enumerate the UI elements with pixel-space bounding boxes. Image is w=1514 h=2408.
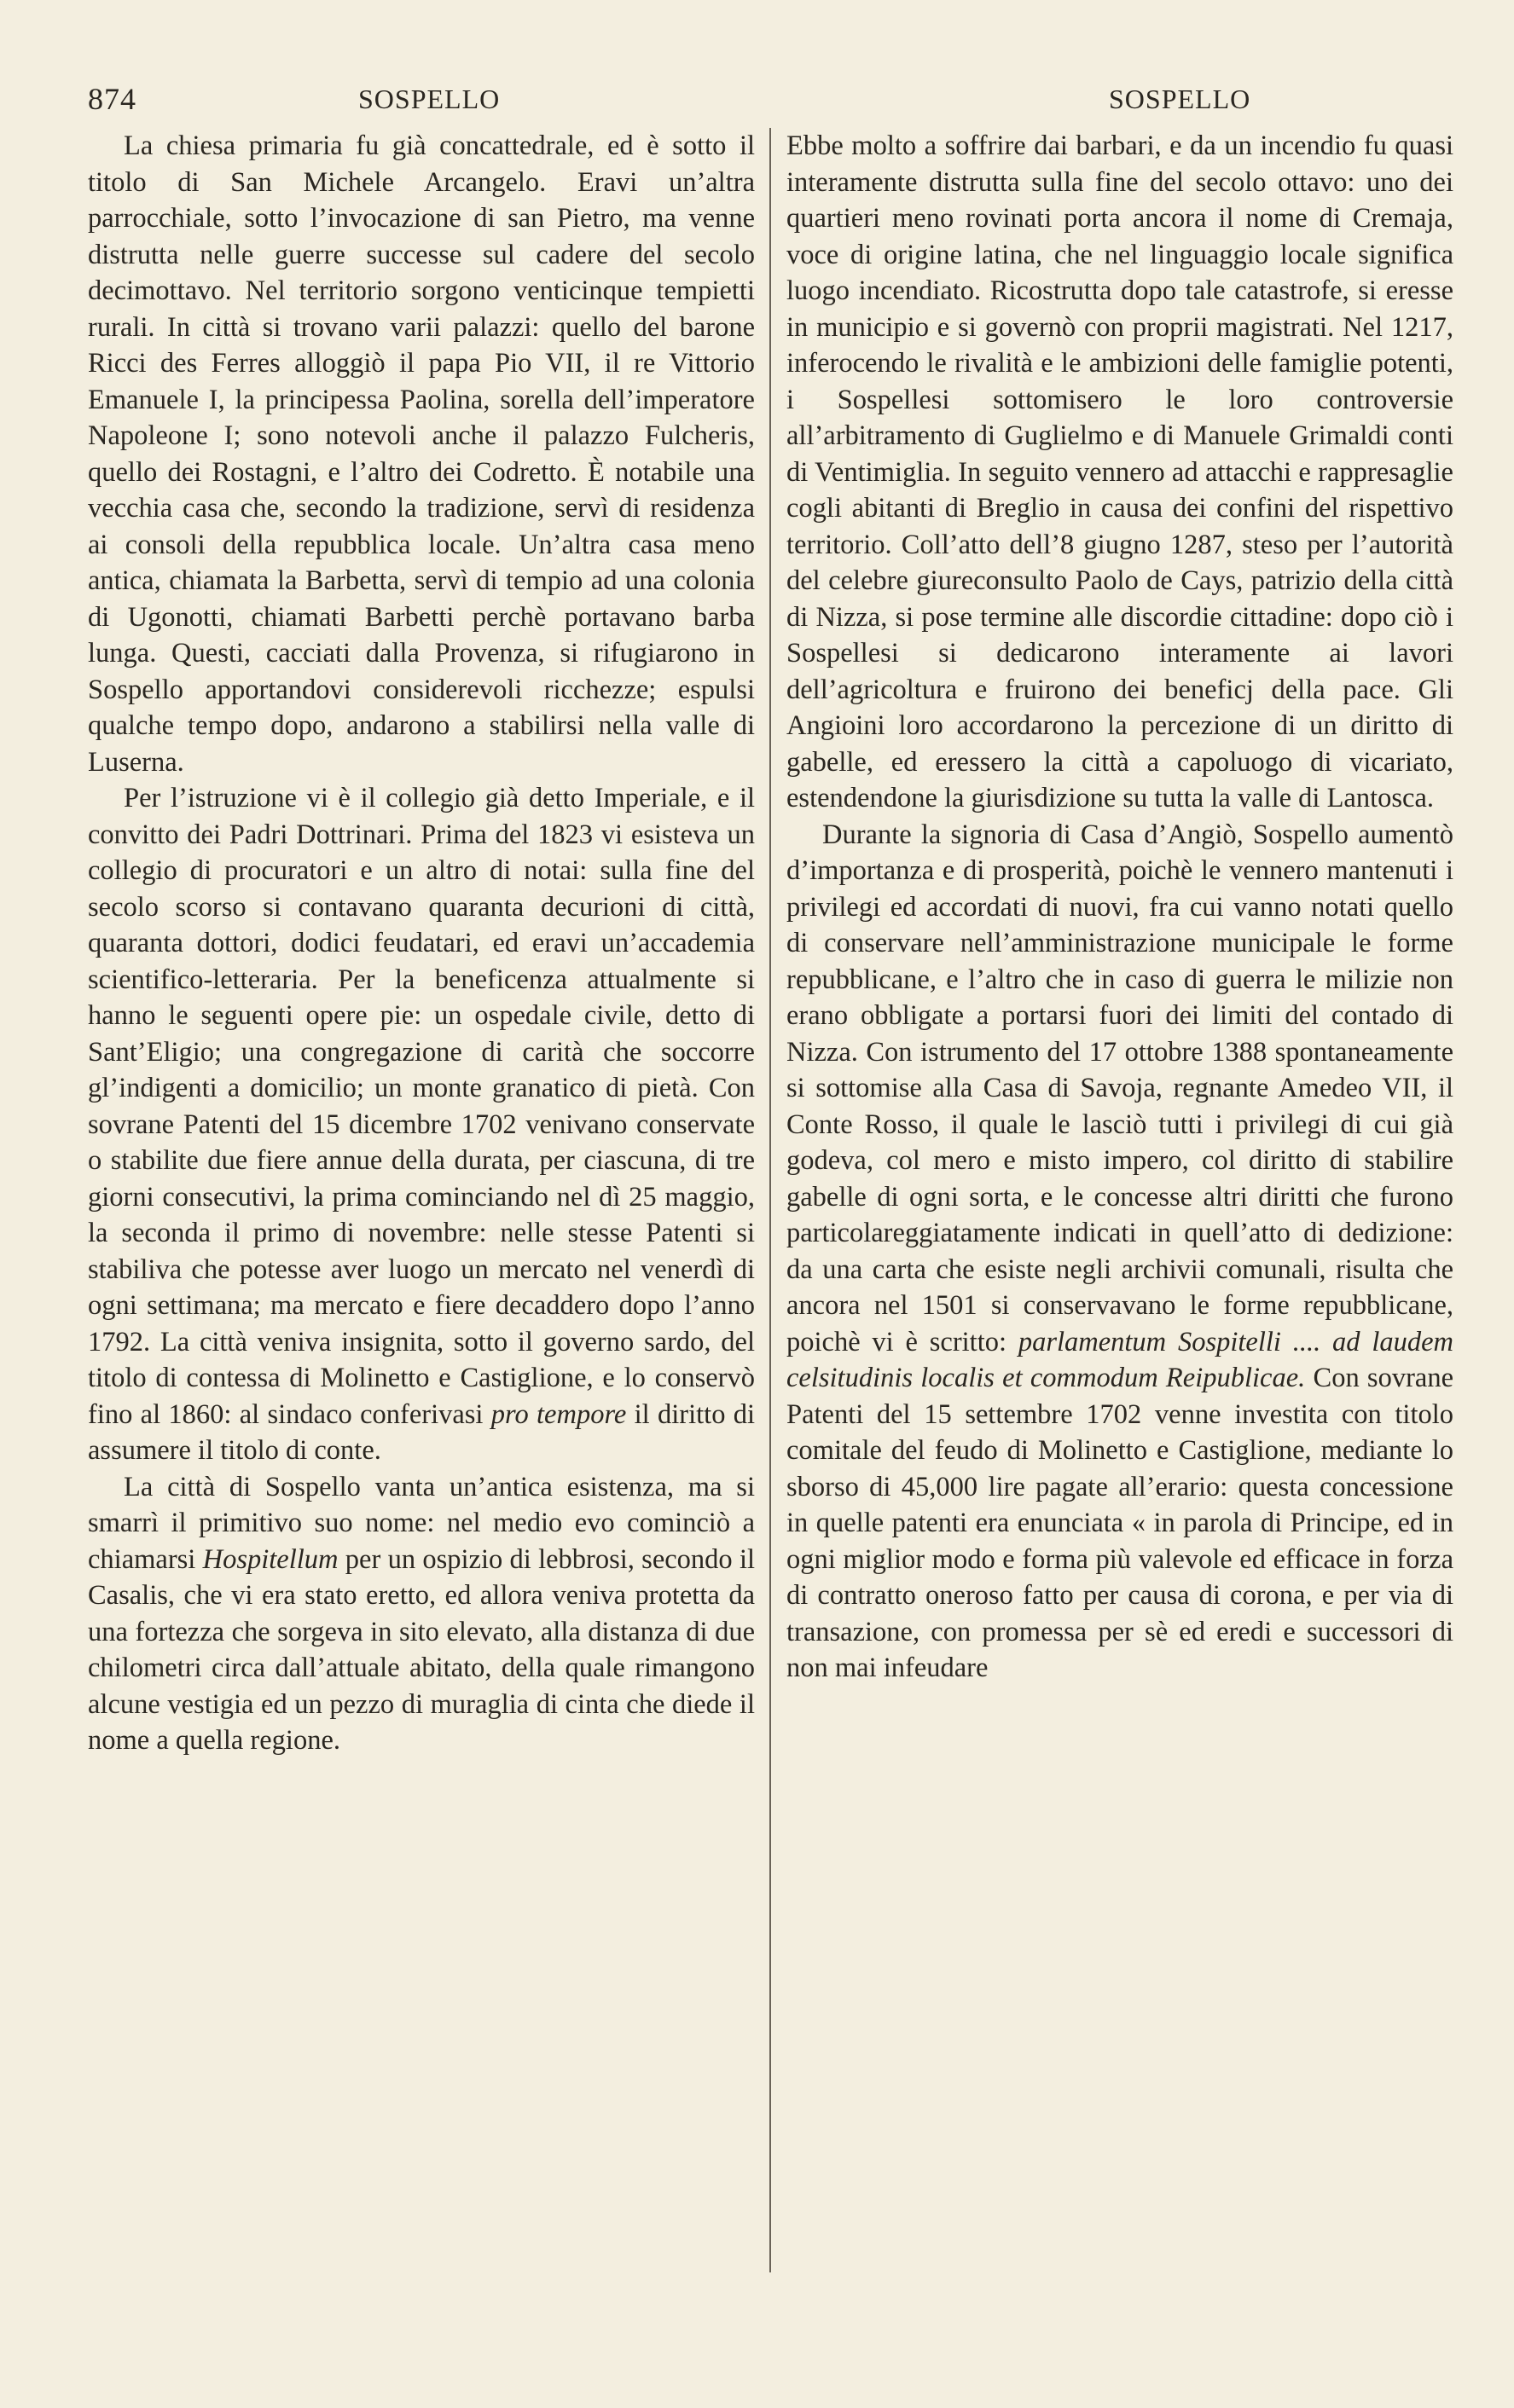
paragraph-text: La città di Sospello vanta un’antica esistenza, ma si smarrì il primitivo suo nome: nel medio evo cominciò a chiamarsi — [88, 1471, 755, 1575]
running-head-right: SOSPELLO — [1109, 84, 1251, 114]
paragraph-text: Per l’istruzione vi è il collegio già detto Imperiale, e il convitto dei Padri Dottrinari. Prima del 1823 vi esisteva un collegio di procuratori e un altro di notai: sulla fine del secolo scorso si contavano quaranta decurioni di città, quaranta dottori, dodici feudatari, ed eravi un’accademia scientifico-letteraria. Per la beneficenza attualmente si hanno le seguenti opere pie: un ospedale civile, detto di Sant’Eligio; una congregazione di carità che soccorre gl’indigenti a domicilio; un monte granatico di pietà. Con sovrane Patenti del 15 dicembre 1702 venivano conservate o stabilite due fiere annue della durata, per ciascuna, di tre giorni consecutivi, la prima cominciando nel dì 25 maggio, la seconda il primo di novembre: nelle stesse Patenti si stabiliva che potesse aver luogo un mercato nel venerdì di ogni settimana; ma mercato e fiere decaddero dopo l’anno 1792. La città veniva insignita, sotto il governo sardo, del titolo di contessa di Molinetto e Castiglione, e lo conservò fino al 1860: al sindaco conferivasi — [88, 783, 755, 1430]
paragraph: La chiesa primaria fu già concattedrale, ed è sotto il titolo di San Michele Arcangelo. Eravi un’altra parrocchiale, sotto l’invocazione di san Pietro, ma venne distrutta nelle guerre successe sul cadere del secolo decimottavo. Nel territorio sorgono venticinque tempietti rurali. In città si trovano varii palazzi: quello del barone Ricci des Ferres alloggiò il papa Pio VII, il re Vittorio Emanuele I, la principessa Paolina, sorella dell’imperatore Napoleone I; sono notevoli anche il palazzo Fulcheris, quello dei Rostagni, e l’altro dei Codretto. È notabile una vecchia casa che, secondo la tradizione, servì di residenza ai consoli della repubblica locale. Un’altra casa meno antica, chiamata la Barbetta, servì di tempio ad una colonia di Ugonotti, chiamati Barbetti perchè portavano barba lunga. Questi, cacciati dalla Provenza, si rifugiarono in Sospello apportandovi considerevoli ricchezze; espulsi qualche tempo dopo, andarono a stabilirsi nella valle di Luserna. — [88, 130, 755, 778]
italic-phrase: Hospitellum — [202, 1543, 339, 1575]
page-number: 874 — [88, 82, 136, 116]
paragraph-text: Con sovrane Patenti del 15 settembre 1702 venne investita con titolo comitale del feudo di Molinetto e Castiglione, mediante lo sborso di 45,000 lire pagate all’erario: questa concessione in quelle patenti era enunciata « in parola di Principe, ed in ogni miglior modo e forma più valevole ed efficace in forza di contratto oneroso fatto per causa di corona, e per via di transazione, con promessa per sè ed eredi e successori di non mai infeudare — [786, 1363, 1453, 1683]
paragraph — [88, 780, 755, 1469]
paragraph-text: per un ospizio di lebbrosi, secondo il Casalis, che vi era stato eretto, ed allora veniva protetta da una fortezza che sorgeva in sito elevato, alla distanza di due chilometri circa dall’attuale abitato, della quale rimangono alcune vestigia ed un pezzo di muraglia di cinta che diede il nome a quella regione. — [88, 1543, 756, 1756]
paragraph: Ebbe molto a soffrire dai barbari, e da un incendio fu quasi interamente distrutta sulla fine del secolo ottavo: uno dei quartieri meno rovinati porta ancora il nome di Cremaja, voce di origine latina, che nel linguaggio locale significa luogo incendiato. Ricostrutta dopo tale catastrofe, si eresse in municipio e si governò con proprii magistrati. Nel 1217, inferocendo le rivalità e le ambizioni delle famiglie potenti, i Sospellesi sottomisero le loro controversie all’arbitramento di Guglielmo e di Manuele Grimaldi conti di Ventimiglia. In seguito vennero ad attacchi e rappresaglie cogli abitanti di Breglio in causa dei confini del rispettivo territorio. Coll’atto dell’8 giugno 1287, steso per l’autorità del celebre giureconsulto Paolo de Cays, patrizio della città di Nizza, si pose termine alle discordie cittadine: dopo ciò i Sospellesi si dedicarono interamente ai lavori dell’agricoltura e fruirono dei beneficj della pace. Gli Angioini loro accordarono la percezione di un diritto di gabelle, ed eressero la città a capoluogo di vicariato, estendendone la giurisdizione su tutta la valle di Lantosca. — [786, 130, 1453, 813]
paragraph — [786, 817, 1453, 1687]
paragraph-text: Durante la signoria di Casa d’Angiò, Sospello aumentò d’importanza e di prosperità, poichè le vennero mantenuti i privilegi ed accordati di nuovi, fra cui vanno notati quello di conservare nell’amministrazione municipale le forme repubblicane, e l’altro che in caso di guerra le milizie non erano obbligate a portarsi fuori dei limiti del contado di Nizza. Con istrumento del 17 ottobre 1388 spontaneamente si sottomise alla Casa di Savoja, regnante Amedeo VII, il Conte Rosso, il quale le lasciò tutti i privilegi di cui già godeva, col mero e misto impero, col diritto di stabilire gabelle di ogni sorta, e le concesse altri diritti che furono particolareggiatamente indicati in quell’atto di dedizione: da una carta che esiste negli archivii comunali, risulta che ancora nel 1501 si conservavano le forme repubblicane, poichè vi è scritto: — [786, 819, 1453, 1357]
running-head-left: SOSPELLO — [358, 84, 501, 114]
italic-phrase: pro tempore — [490, 1398, 627, 1430]
right-column — [786, 128, 1453, 1687]
italic-phrase: parlamentum Sospitelli .... ad laudem celsitudinis localis et commodum Reipublicae. — [786, 1326, 1454, 1393]
column-divider — [769, 128, 771, 2272]
paragraph-text: il diritto di assumere il titolo di conte. — [88, 1398, 756, 1466]
paragraph — [88, 1469, 755, 1759]
left-column — [88, 128, 755, 1759]
